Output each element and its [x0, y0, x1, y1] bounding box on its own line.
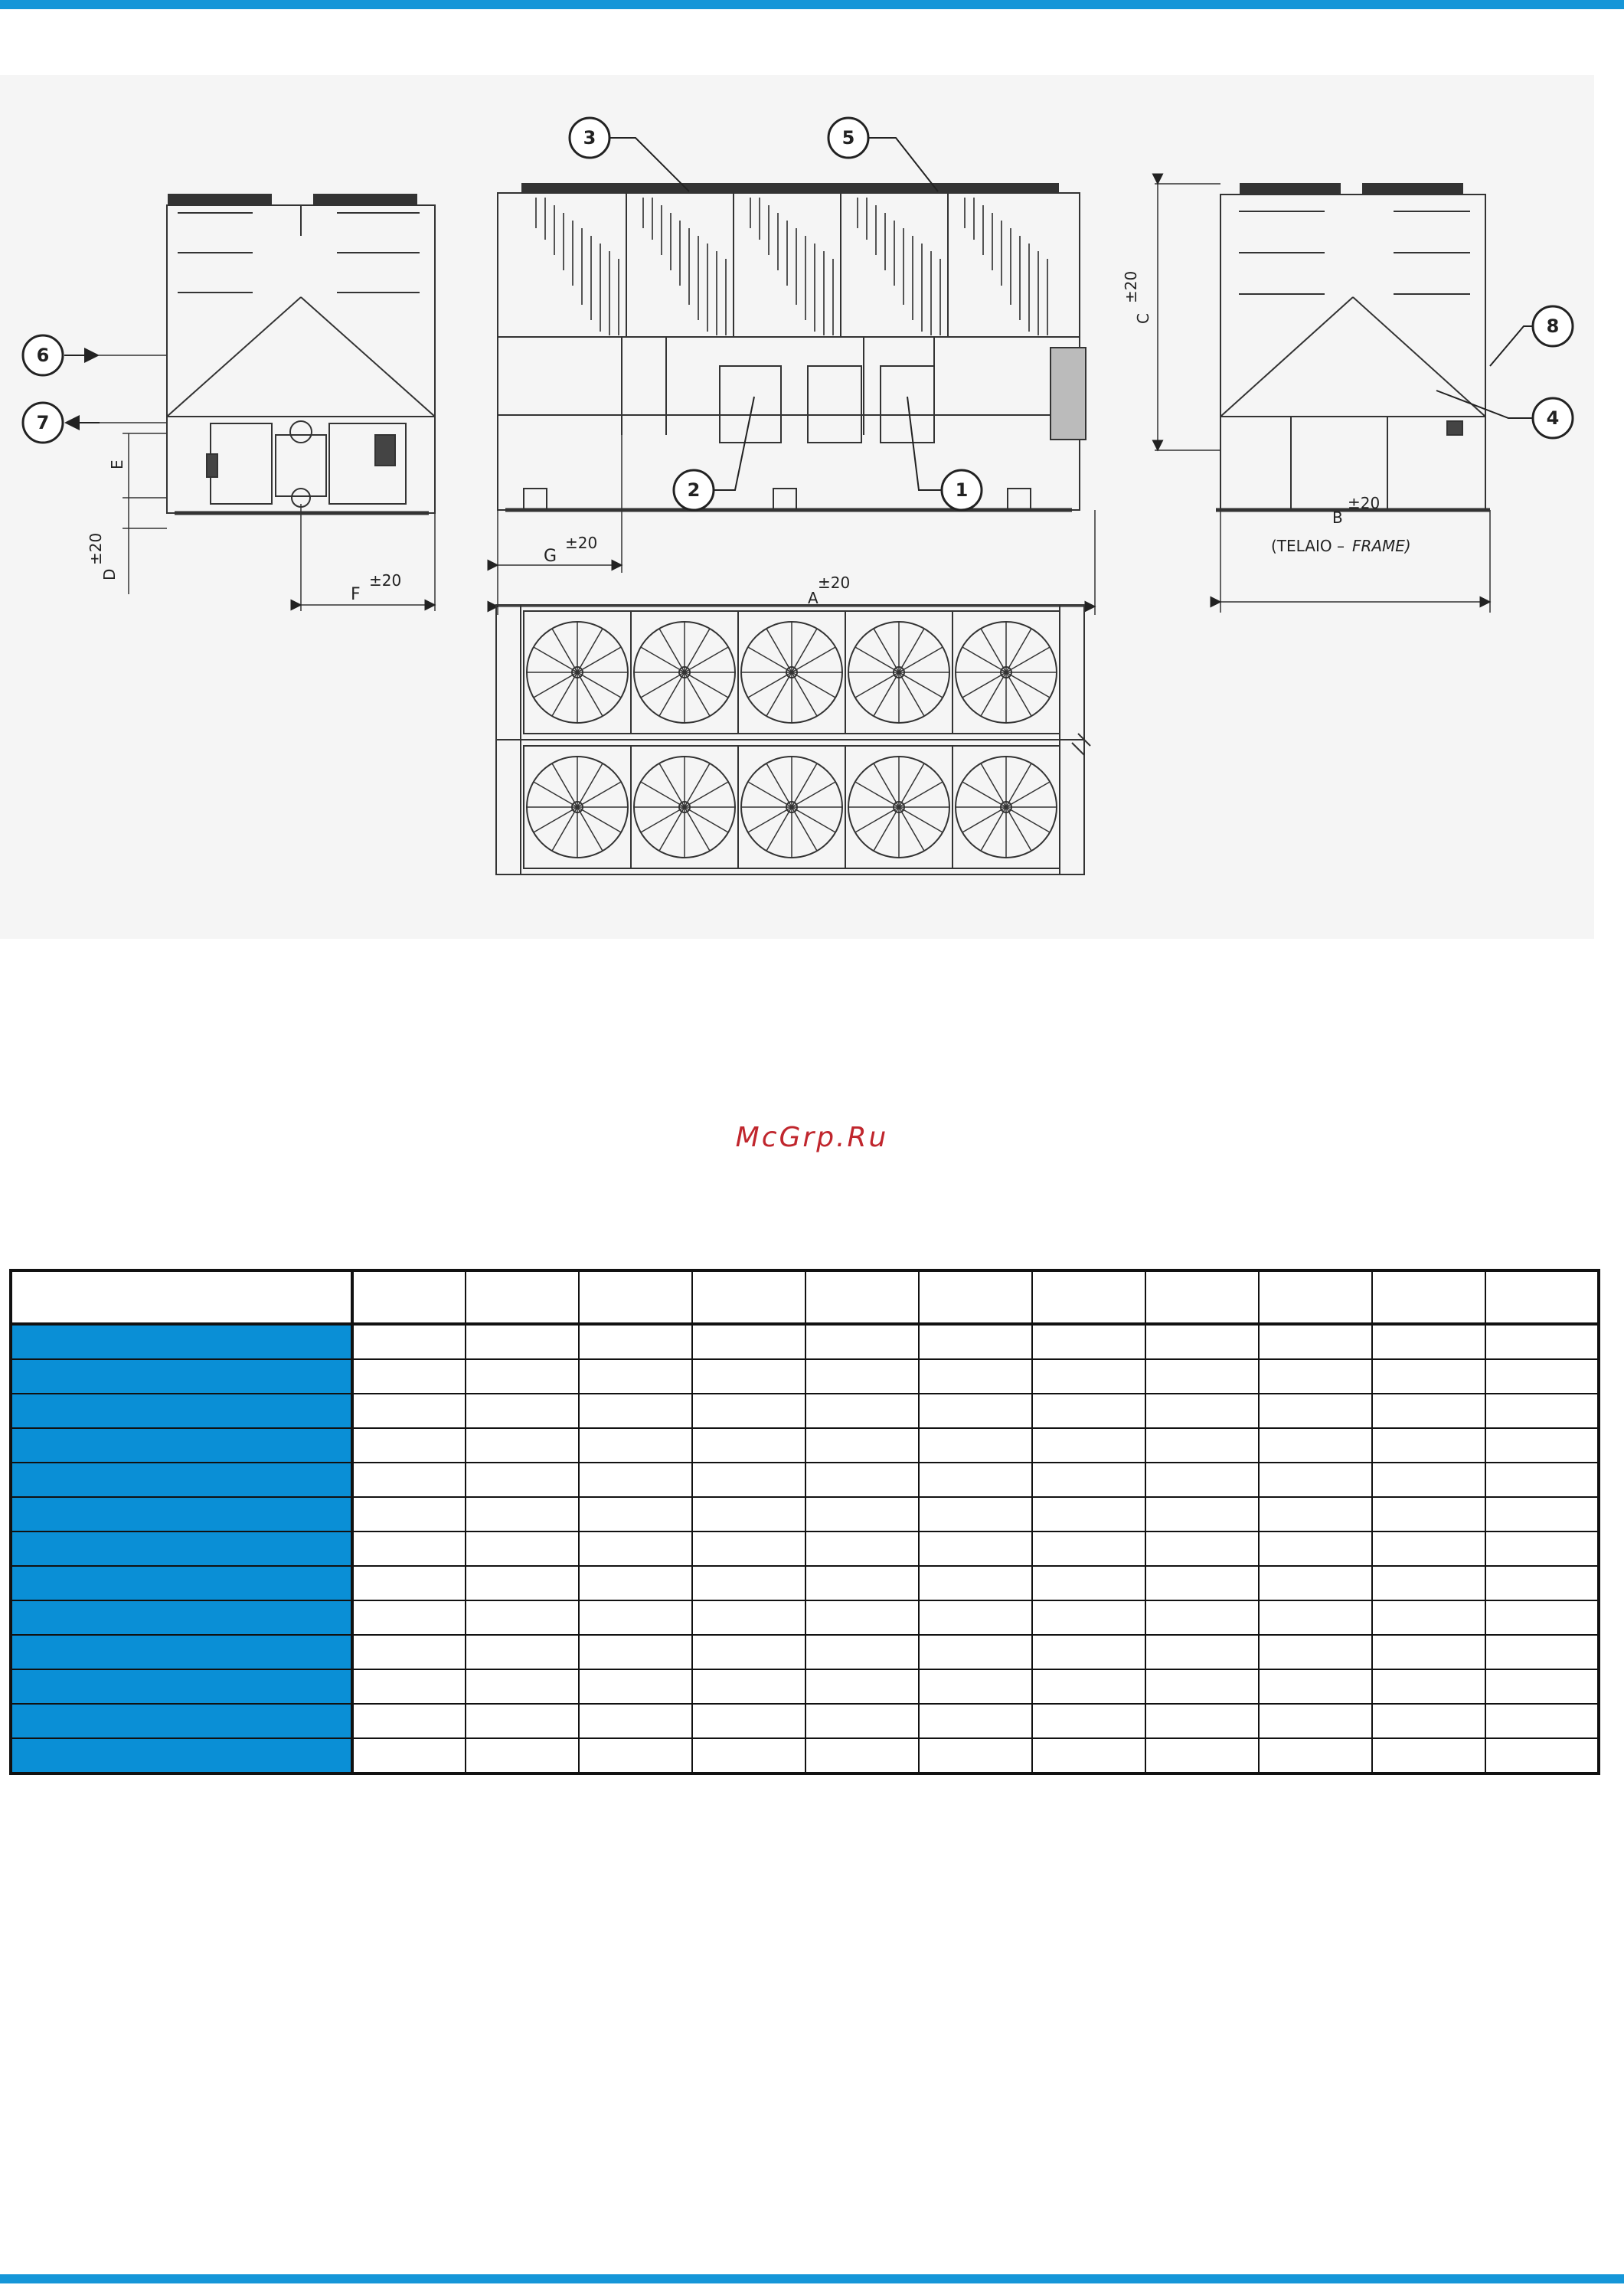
table-cell: [1259, 1704, 1372, 1738]
table-cell: [1145, 1566, 1259, 1600]
table-row: [11, 1669, 1599, 1704]
table-cell: [1485, 1635, 1599, 1669]
table-header-cell: [1032, 1270, 1145, 1324]
table-cell: [466, 1324, 579, 1359]
table-cell: [805, 1324, 919, 1359]
table-cell: [1485, 1600, 1599, 1635]
table-row: [11, 1738, 1599, 1773]
table-cell: [1372, 1704, 1485, 1738]
fan-icon: [631, 746, 738, 868]
dim-b-label: B: [1332, 508, 1343, 527]
table-row-label: [11, 1463, 352, 1497]
callout-2: [674, 397, 754, 510]
table-row: [11, 1635, 1599, 1669]
table-row: [11, 1532, 1599, 1566]
table-cell: [1485, 1497, 1599, 1532]
table-cell: [466, 1532, 579, 1566]
table-cell: [919, 1600, 1032, 1635]
table-cell: [692, 1738, 805, 1773]
table-header-cell: [1259, 1270, 1372, 1324]
unit-dimension-drawing: [0, 75, 1594, 939]
table-cell: [352, 1704, 466, 1738]
table-cell: [1259, 1566, 1372, 1600]
side-view-left: [167, 195, 435, 513]
table-header-cell: [1485, 1270, 1599, 1324]
dim-g-tolerance: ±20: [565, 534, 598, 552]
table-row: [11, 1600, 1599, 1635]
table-cell: [466, 1704, 579, 1738]
table-cell: [692, 1497, 805, 1532]
table-cell: [1032, 1428, 1145, 1463]
table-cell: [805, 1704, 919, 1738]
fan-icon: [738, 746, 845, 868]
dim-f-label: F: [351, 585, 361, 604]
table-cell: [1145, 1600, 1259, 1635]
table-cell: [805, 1669, 919, 1704]
dim-a-tolerance: ±20: [818, 574, 851, 592]
fan-icon: [845, 746, 953, 868]
table-cell: [805, 1497, 919, 1532]
table-header-cell: [805, 1270, 919, 1324]
table-cell: [1145, 1394, 1259, 1428]
table-cell: [1259, 1600, 1372, 1635]
table-cell: [1032, 1669, 1145, 1704]
table-cell: [466, 1497, 579, 1532]
table-cell: [1145, 1738, 1259, 1773]
table-cell: [1032, 1738, 1145, 1773]
table-cell: [1259, 1359, 1372, 1394]
table-cell: [692, 1669, 805, 1704]
fan-icon: [953, 611, 1060, 734]
table-cell: [692, 1566, 805, 1600]
table-header-corner: [11, 1270, 352, 1324]
table-cell: [1032, 1532, 1145, 1566]
table-cell: [919, 1394, 1032, 1428]
dim-d-label: D: [100, 568, 119, 580]
table-cell: [352, 1497, 466, 1532]
table-cell: [352, 1359, 466, 1394]
table-row: [11, 1428, 1599, 1463]
watermark: McGrp.Ru: [735, 1122, 889, 1153]
table-row: [11, 1704, 1599, 1738]
table-header-row: [11, 1270, 1599, 1324]
table-header-cell: [352, 1270, 466, 1324]
table-cell: [805, 1600, 919, 1635]
table-row: [11, 1463, 1599, 1497]
table-cell: [1372, 1428, 1485, 1463]
table-cell: [1372, 1635, 1485, 1669]
fan-icon: [631, 611, 738, 734]
table-cell: [466, 1635, 579, 1669]
table-cell: [1032, 1463, 1145, 1497]
table-cell: [1259, 1532, 1372, 1566]
table-cell: [466, 1566, 579, 1600]
table-cell: [1259, 1669, 1372, 1704]
table-cell: [1372, 1532, 1485, 1566]
dim-e-label: E: [108, 459, 126, 469]
table-cell: [1372, 1600, 1485, 1635]
table-header-cell: [919, 1270, 1032, 1324]
callout-1: [907, 397, 982, 510]
table-cell: [1032, 1600, 1145, 1635]
fan-icon: [524, 611, 631, 734]
table-row-label: [11, 1669, 352, 1704]
table-cell: [1145, 1497, 1259, 1532]
callout-2-number: 2: [687, 479, 701, 501]
callout-1-number: 1: [955, 479, 969, 501]
table-cell: [1145, 1463, 1259, 1497]
table-cell: [1372, 1324, 1485, 1359]
table-cell: [466, 1428, 579, 1463]
front-view-coil-hatching: [536, 198, 1047, 335]
table-cell: [1145, 1324, 1259, 1359]
front-view-dimensions: [498, 435, 1095, 615]
table-cell: [352, 1394, 466, 1428]
table-cell: [1032, 1359, 1145, 1394]
table-cell: [579, 1600, 692, 1635]
dim-d-tolerance: ±20: [87, 532, 105, 565]
table-cell: [1032, 1704, 1145, 1738]
callout-7-number: 7: [36, 412, 50, 433]
table-row-label: [11, 1738, 352, 1773]
table-cell: [1372, 1497, 1485, 1532]
fan-icon: [845, 611, 953, 734]
table-cell: [1485, 1738, 1599, 1773]
table-cell: [919, 1635, 1032, 1669]
table-cell: [1259, 1463, 1372, 1497]
callout-3-number: 3: [583, 127, 596, 149]
dim-c-label: C: [1134, 313, 1152, 324]
table-cell: [1485, 1566, 1599, 1600]
table-row-label: [11, 1566, 352, 1600]
table-cell: [1259, 1324, 1372, 1359]
table-cell: [579, 1428, 692, 1463]
table-cell: [1032, 1497, 1145, 1532]
table-cell: [352, 1532, 466, 1566]
table-cell: [579, 1394, 692, 1428]
table-cell: [466, 1359, 579, 1394]
table-cell: [805, 1463, 919, 1497]
table-row-label: [11, 1428, 352, 1463]
table-cell: [1032, 1635, 1145, 1669]
table-cell: [1372, 1738, 1485, 1773]
callout-6-number: 6: [36, 345, 50, 366]
table-cell: [1485, 1359, 1599, 1394]
table-cell: [805, 1738, 919, 1773]
table-cell: [579, 1704, 692, 1738]
table-cell: [1485, 1394, 1599, 1428]
table-cell: [692, 1463, 805, 1497]
technical-drawing-panel: [0, 75, 1594, 939]
top-accent-rule: [0, 0, 1624, 9]
table-row: [11, 1324, 1599, 1359]
table-cell: [1485, 1324, 1599, 1359]
table-cell: [1372, 1359, 1485, 1394]
table-cell: [1485, 1463, 1599, 1497]
callout-4-number: 4: [1546, 407, 1560, 429]
table-cell: [919, 1532, 1032, 1566]
front-view: [498, 184, 1086, 510]
fan-icon: [953, 746, 1060, 868]
table-cell: [1259, 1635, 1372, 1669]
table-cell: [692, 1394, 805, 1428]
table-cell: [1372, 1463, 1485, 1497]
table-cell: [579, 1497, 692, 1532]
table-row: [11, 1359, 1599, 1394]
table-cell: [1372, 1669, 1485, 1704]
table-cell: [692, 1359, 805, 1394]
table-cell: [579, 1463, 692, 1497]
table-cell: [805, 1566, 919, 1600]
dim-f-tolerance: ±20: [369, 571, 402, 590]
table-cell: [1372, 1566, 1485, 1600]
table-row: [11, 1394, 1599, 1428]
table-cell: [1145, 1669, 1259, 1704]
bottom-accent-rule: [0, 2274, 1624, 2283]
table-cell: [1485, 1704, 1599, 1738]
table-cell: [466, 1600, 579, 1635]
table-cell: [466, 1463, 579, 1497]
table-cell: [352, 1566, 466, 1600]
table-cell: [1145, 1704, 1259, 1738]
table-cell: [919, 1428, 1032, 1463]
table-cell: [692, 1704, 805, 1738]
frame-note: (TELAIO – FRAME): [1271, 537, 1411, 555]
table-cell: [1485, 1532, 1599, 1566]
table-cell: [1485, 1669, 1599, 1704]
table-cell: [1372, 1394, 1485, 1428]
table-row-label: [11, 1600, 352, 1635]
table-cell: [805, 1359, 919, 1394]
table-row-label: [11, 1394, 352, 1428]
dim-g-label: G: [544, 547, 557, 566]
side-view-right: [1216, 184, 1490, 510]
table-cell: [1032, 1566, 1145, 1600]
table-row: [11, 1497, 1599, 1532]
table-cell: [579, 1324, 692, 1359]
table-cell: [805, 1428, 919, 1463]
table-cell: [466, 1738, 579, 1773]
table-cell: [919, 1324, 1032, 1359]
table-cell: [1032, 1324, 1145, 1359]
table-cell: [1145, 1532, 1259, 1566]
table-cell: [919, 1566, 1032, 1600]
dim-a-label: A: [808, 589, 819, 607]
table-cell: [919, 1704, 1032, 1738]
table-cell: [579, 1566, 692, 1600]
table-row: [11, 1566, 1599, 1600]
table-cell: [1145, 1359, 1259, 1394]
dim-b-tolerance: ±20: [1348, 494, 1381, 512]
table-cell: [692, 1600, 805, 1635]
table-cell: [692, 1428, 805, 1463]
table-cell: [466, 1669, 579, 1704]
table-header-cell: [1145, 1270, 1259, 1324]
fan-icon: [738, 611, 845, 734]
table-cell: [466, 1394, 579, 1428]
table-cell: [352, 1669, 466, 1704]
table-cell: [1032, 1394, 1145, 1428]
table-cell: [805, 1635, 919, 1669]
table-row-label: [11, 1324, 352, 1359]
table-cell: [919, 1669, 1032, 1704]
table-cell: [579, 1669, 692, 1704]
table-cell: [579, 1738, 692, 1773]
table-cell: [805, 1394, 919, 1428]
table-cell: [1485, 1428, 1599, 1463]
dimensions-table: [9, 1269, 1600, 1775]
table-cell: [805, 1532, 919, 1566]
top-view: [496, 605, 1090, 874]
table-cell: [1145, 1635, 1259, 1669]
fan-icon: [524, 746, 631, 868]
table-cell: [919, 1497, 1032, 1532]
table-cell: [352, 1600, 466, 1635]
table-header-cell: [466, 1270, 579, 1324]
table-cell: [352, 1738, 466, 1773]
table-cell: [579, 1635, 692, 1669]
table-cell: [919, 1359, 1032, 1394]
table-header-cell: [579, 1270, 692, 1324]
table-cell: [1259, 1497, 1372, 1532]
table-row-label: [11, 1497, 352, 1532]
table-row-label: [11, 1704, 352, 1738]
table-cell: [352, 1428, 466, 1463]
table-cell: [1259, 1738, 1372, 1773]
table-cell: [692, 1324, 805, 1359]
table-cell: [1259, 1394, 1372, 1428]
table-cell: [352, 1324, 466, 1359]
dim-c-tolerance: ±20: [1122, 270, 1140, 303]
table-cell: [579, 1359, 692, 1394]
callout-8-number: 8: [1546, 315, 1560, 337]
callout-8: [1490, 306, 1573, 366]
table-cell: [352, 1635, 466, 1669]
table-cell: [919, 1463, 1032, 1497]
table-row-label: [11, 1359, 352, 1394]
table-cell: [919, 1738, 1032, 1773]
table-row-label: [11, 1635, 352, 1669]
callout-5-number: 5: [841, 127, 855, 149]
table-row-label: [11, 1532, 352, 1566]
table-header-cell: [692, 1270, 805, 1324]
table-header-cell: [1372, 1270, 1485, 1324]
table-cell: [1145, 1428, 1259, 1463]
table-cell: [692, 1635, 805, 1669]
table-cell: [579, 1532, 692, 1566]
table-cell: [352, 1463, 466, 1497]
table-cell: [692, 1532, 805, 1566]
table-cell: [1259, 1428, 1372, 1463]
